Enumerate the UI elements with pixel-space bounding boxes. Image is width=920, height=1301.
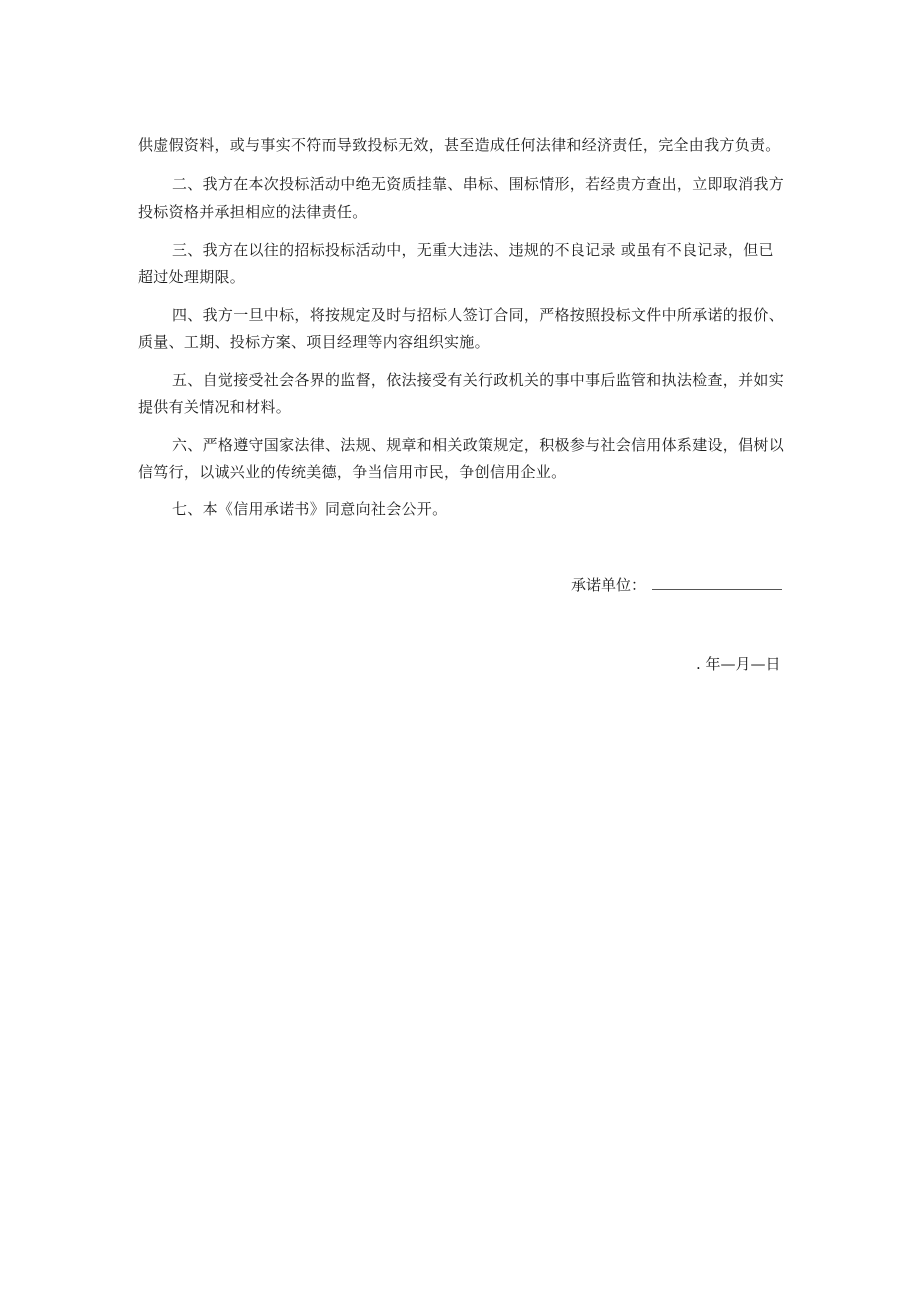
paragraph-line: 六、严格遵守国家法律、法规、规章和相关政策规定，积极参与社会信用体系建设，倡树以 <box>172 436 785 454</box>
date-line: . 年—月—日 <box>696 655 781 673</box>
paragraph-line: 质量、工期、投标方案、项目经理等内容组织实施。 <box>138 333 490 351</box>
paragraph-line: 信笃行，以诚兴业的传统美德，争当信用市民，争创信用企业。 <box>138 463 567 481</box>
signature-row <box>571 575 782 595</box>
paragraph-line: 三、我方在以往的招标投标活动中，无重大违法、违规的不良记录 或虽有不良记录，但已 <box>172 241 774 259</box>
paragraph-line: 提供有关情况和材料。 <box>138 398 292 416</box>
paragraph-line: 七、本《信用承诺书》同意向社会公开。 <box>172 500 448 518</box>
signature-label: 承诺单位： <box>571 576 647 594</box>
paragraph-line: 超过处理期限。 <box>138 268 246 286</box>
paragraph-line: 四、我方一旦中标，将按规定及时与招标人签订合同，严格按照投标文件中所承诺的报价、 <box>172 306 785 324</box>
paragraph-line: 供虚假资料，或与事实不符而导致投标无效，甚至造成任何法律和经济责任，完全由我方负责。 <box>138 136 781 154</box>
paragraph-line: 二、我方在本次投标活动中绝无资质挂靠、串标、围标情形，若经贵方查出，立即取消我方 <box>172 175 785 193</box>
paragraph-line: 投标资格并承担相应的法律责任。 <box>138 203 368 221</box>
paragraph-line: 五、自觉接受社会各界的监督，依法接受有关行政机关的事中事后监管和执法检查，并如实 <box>172 371 785 389</box>
signature-blank-line <box>652 575 782 590</box>
